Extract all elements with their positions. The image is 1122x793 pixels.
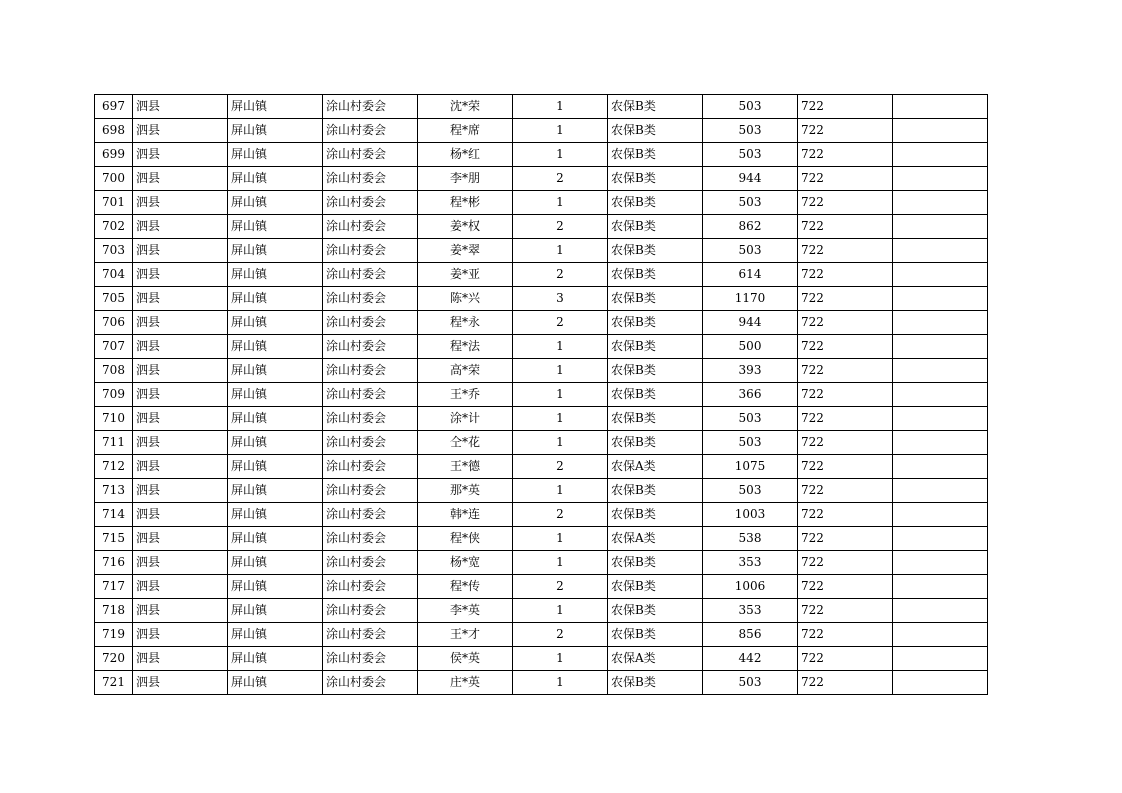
cell-code: 722 — [798, 215, 893, 239]
cell-county: 泗县 — [133, 287, 228, 311]
cell-amount: 366 — [703, 383, 798, 407]
cell-town: 屏山镇 — [228, 527, 323, 551]
cell-village-committee: 涂山村委会 — [323, 167, 418, 191]
cell-row-number: 701 — [95, 191, 133, 215]
cell-category: 农保B类 — [608, 431, 703, 455]
cell-household-size: 1 — [513, 527, 608, 551]
cell-town: 屏山镇 — [228, 359, 323, 383]
cell-village-committee: 涂山村委会 — [323, 623, 418, 647]
cell-code: 722 — [798, 599, 893, 623]
cell-remark — [893, 575, 988, 599]
cell-village-committee: 涂山村委会 — [323, 575, 418, 599]
cell-name: 仝*花 — [418, 431, 513, 455]
cell-code: 722 — [798, 311, 893, 335]
cell-code: 722 — [798, 623, 893, 647]
cell-name: 杨*红 — [418, 143, 513, 167]
cell-row-number: 707 — [95, 335, 133, 359]
cell-amount: 442 — [703, 647, 798, 671]
cell-row-number: 714 — [95, 503, 133, 527]
cell-amount: 503 — [703, 239, 798, 263]
cell-remark — [893, 383, 988, 407]
cell-town: 屏山镇 — [228, 191, 323, 215]
cell-remark — [893, 479, 988, 503]
cell-town: 屏山镇 — [228, 383, 323, 407]
cell-town: 屏山镇 — [228, 599, 323, 623]
table-body — [95, 95, 988, 695]
cell-code: 722 — [798, 263, 893, 287]
cell-amount: 503 — [703, 671, 798, 695]
cell-amount: 944 — [703, 311, 798, 335]
cell-amount: 856 — [703, 623, 798, 647]
cell-code: 722 — [798, 287, 893, 311]
cell-amount: 353 — [703, 551, 798, 575]
cell-town: 屏山镇 — [228, 623, 323, 647]
cell-county: 泗县 — [133, 599, 228, 623]
cell-name: 程*传 — [418, 575, 513, 599]
cell-remark — [893, 671, 988, 695]
cell-remark — [893, 407, 988, 431]
cell-county: 泗县 — [133, 479, 228, 503]
cell-row-number: 705 — [95, 287, 133, 311]
cell-county: 泗县 — [133, 215, 228, 239]
cell-county: 泗县 — [133, 335, 228, 359]
table-row — [95, 287, 988, 311]
cell-town: 屏山镇 — [228, 671, 323, 695]
cell-category: 农保A类 — [608, 647, 703, 671]
cell-village-committee: 涂山村委会 — [323, 191, 418, 215]
table-row — [95, 407, 988, 431]
cell-category: 农保B类 — [608, 671, 703, 695]
cell-village-committee: 涂山村委会 — [323, 551, 418, 575]
cell-amount: 500 — [703, 335, 798, 359]
cell-county: 泗县 — [133, 119, 228, 143]
cell-amount: 1170 — [703, 287, 798, 311]
cell-town: 屏山镇 — [228, 95, 323, 119]
cell-town: 屏山镇 — [228, 431, 323, 455]
cell-household-size: 1 — [513, 431, 608, 455]
cell-category: 农保B类 — [608, 503, 703, 527]
cell-name: 那*英 — [418, 479, 513, 503]
cell-name: 王*德 — [418, 455, 513, 479]
cell-town: 屏山镇 — [228, 311, 323, 335]
cell-row-number: 703 — [95, 239, 133, 263]
cell-code: 722 — [798, 359, 893, 383]
cell-household-size: 1 — [513, 383, 608, 407]
cell-code: 722 — [798, 191, 893, 215]
cell-code: 722 — [798, 575, 893, 599]
cell-amount: 1006 — [703, 575, 798, 599]
cell-village-committee: 涂山村委会 — [323, 407, 418, 431]
cell-town: 屏山镇 — [228, 287, 323, 311]
cell-category: 农保B类 — [608, 383, 703, 407]
cell-name: 程*席 — [418, 119, 513, 143]
cell-town: 屏山镇 — [228, 479, 323, 503]
cell-code: 722 — [798, 119, 893, 143]
cell-row-number: 715 — [95, 527, 133, 551]
cell-household-size: 1 — [513, 143, 608, 167]
table-row — [95, 119, 988, 143]
cell-household-size: 2 — [513, 455, 608, 479]
cell-name: 姜*权 — [418, 215, 513, 239]
cell-remark — [893, 263, 988, 287]
cell-village-committee: 涂山村委会 — [323, 431, 418, 455]
cell-category: 农保B类 — [608, 143, 703, 167]
cell-town: 屏山镇 — [228, 143, 323, 167]
cell-town: 屏山镇 — [228, 455, 323, 479]
table-row — [95, 527, 988, 551]
cell-village-committee: 涂山村委会 — [323, 287, 418, 311]
cell-amount: 503 — [703, 143, 798, 167]
cell-remark — [893, 455, 988, 479]
cell-village-committee: 涂山村委会 — [323, 479, 418, 503]
cell-town: 屏山镇 — [228, 407, 323, 431]
cell-row-number: 721 — [95, 671, 133, 695]
cell-name: 程*侠 — [418, 527, 513, 551]
cell-amount: 1075 — [703, 455, 798, 479]
cell-remark — [893, 647, 988, 671]
cell-category: 农保B类 — [608, 407, 703, 431]
cell-row-number: 719 — [95, 623, 133, 647]
cell-village-committee: 涂山村委会 — [323, 119, 418, 143]
cell-village-committee: 涂山村委会 — [323, 383, 418, 407]
cell-remark — [893, 143, 988, 167]
cell-amount: 538 — [703, 527, 798, 551]
cell-row-number: 718 — [95, 599, 133, 623]
cell-household-size: 1 — [513, 479, 608, 503]
cell-household-size: 1 — [513, 359, 608, 383]
cell-remark — [893, 119, 988, 143]
cell-code: 722 — [798, 143, 893, 167]
cell-category: 农保B类 — [608, 599, 703, 623]
cell-code: 722 — [798, 647, 893, 671]
cell-village-committee: 涂山村委会 — [323, 263, 418, 287]
cell-remark — [893, 239, 988, 263]
cell-household-size: 2 — [513, 575, 608, 599]
cell-row-number: 720 — [95, 647, 133, 671]
table-row — [95, 599, 988, 623]
cell-remark — [893, 167, 988, 191]
table-row — [95, 263, 988, 287]
cell-village-committee: 涂山村委会 — [323, 95, 418, 119]
cell-name: 李*英 — [418, 599, 513, 623]
cell-town: 屏山镇 — [228, 335, 323, 359]
cell-row-number: 704 — [95, 263, 133, 287]
cell-row-number: 713 — [95, 479, 133, 503]
cell-town: 屏山镇 — [228, 551, 323, 575]
table-row — [95, 479, 988, 503]
cell-town: 屏山镇 — [228, 503, 323, 527]
cell-category: 农保B类 — [608, 623, 703, 647]
cell-code: 722 — [798, 335, 893, 359]
cell-county: 泗县 — [133, 455, 228, 479]
cell-household-size: 1 — [513, 95, 608, 119]
cell-category: 农保A类 — [608, 455, 703, 479]
cell-category: 农保B类 — [608, 335, 703, 359]
cell-town: 屏山镇 — [228, 215, 323, 239]
cell-remark — [893, 311, 988, 335]
cell-county: 泗县 — [133, 239, 228, 263]
cell-village-committee: 涂山村委会 — [323, 599, 418, 623]
cell-county: 泗县 — [133, 431, 228, 455]
cell-code: 722 — [798, 431, 893, 455]
cell-household-size: 2 — [513, 311, 608, 335]
cell-row-number: 706 — [95, 311, 133, 335]
cell-county: 泗县 — [133, 575, 228, 599]
cell-category: 农保B类 — [608, 551, 703, 575]
cell-category: 农保B类 — [608, 239, 703, 263]
cell-amount: 503 — [703, 407, 798, 431]
cell-household-size: 1 — [513, 647, 608, 671]
cell-village-committee: 涂山村委会 — [323, 335, 418, 359]
cell-town: 屏山镇 — [228, 575, 323, 599]
cell-county: 泗县 — [133, 263, 228, 287]
cell-town: 屏山镇 — [228, 263, 323, 287]
table-row — [95, 215, 988, 239]
table-row — [95, 143, 988, 167]
cell-code: 722 — [798, 503, 893, 527]
cell-row-number: 709 — [95, 383, 133, 407]
cell-category: 农保B类 — [608, 95, 703, 119]
table-row — [95, 503, 988, 527]
cell-category: 农保B类 — [608, 215, 703, 239]
table-row — [95, 167, 988, 191]
cell-category: 农保B类 — [608, 575, 703, 599]
cell-row-number: 708 — [95, 359, 133, 383]
cell-remark — [893, 503, 988, 527]
cell-remark — [893, 527, 988, 551]
cell-county: 泗县 — [133, 191, 228, 215]
cell-name: 程*彬 — [418, 191, 513, 215]
cell-village-committee: 涂山村委会 — [323, 527, 418, 551]
cell-remark — [893, 551, 988, 575]
cell-name: 李*朋 — [418, 167, 513, 191]
cell-amount: 503 — [703, 479, 798, 503]
cell-household-size: 1 — [513, 119, 608, 143]
cell-county: 泗县 — [133, 383, 228, 407]
cell-code: 722 — [798, 671, 893, 695]
cell-name: 王*乔 — [418, 383, 513, 407]
cell-row-number: 712 — [95, 455, 133, 479]
table-row — [95, 575, 988, 599]
cell-row-number: 702 — [95, 215, 133, 239]
cell-household-size: 1 — [513, 407, 608, 431]
data-table — [94, 94, 988, 695]
cell-amount: 944 — [703, 167, 798, 191]
cell-name: 韩*连 — [418, 503, 513, 527]
cell-category: 农保B类 — [608, 167, 703, 191]
cell-code: 722 — [798, 383, 893, 407]
cell-amount: 503 — [703, 191, 798, 215]
cell-category: 农保B类 — [608, 119, 703, 143]
cell-amount: 614 — [703, 263, 798, 287]
cell-code: 722 — [798, 167, 893, 191]
cell-row-number: 697 — [95, 95, 133, 119]
table-row — [95, 455, 988, 479]
cell-village-committee: 涂山村委会 — [323, 647, 418, 671]
cell-category: 农保A类 — [608, 527, 703, 551]
cell-village-committee: 涂山村委会 — [323, 311, 418, 335]
cell-row-number: 711 — [95, 431, 133, 455]
cell-name: 姜*亚 — [418, 263, 513, 287]
cell-row-number: 700 — [95, 167, 133, 191]
cell-county: 泗县 — [133, 551, 228, 575]
table-row — [95, 647, 988, 671]
cell-county: 泗县 — [133, 647, 228, 671]
cell-amount: 503 — [703, 95, 798, 119]
cell-village-committee: 涂山村委会 — [323, 239, 418, 263]
cell-household-size: 1 — [513, 239, 608, 263]
table-row — [95, 551, 988, 575]
cell-county: 泗县 — [133, 311, 228, 335]
cell-remark — [893, 335, 988, 359]
table-row — [95, 431, 988, 455]
cell-household-size: 2 — [513, 215, 608, 239]
cell-county: 泗县 — [133, 359, 228, 383]
cell-amount: 1003 — [703, 503, 798, 527]
cell-household-size: 2 — [513, 263, 608, 287]
table-row — [95, 311, 988, 335]
cell-row-number: 717 — [95, 575, 133, 599]
cell-household-size: 1 — [513, 671, 608, 695]
cell-amount: 503 — [703, 119, 798, 143]
cell-name: 杨*宽 — [418, 551, 513, 575]
cell-name: 姜*翠 — [418, 239, 513, 263]
cell-amount: 503 — [703, 431, 798, 455]
cell-remark — [893, 431, 988, 455]
cell-household-size: 1 — [513, 335, 608, 359]
cell-remark — [893, 287, 988, 311]
cell-county: 泗县 — [133, 623, 228, 647]
cell-code: 722 — [798, 455, 893, 479]
cell-household-size: 2 — [513, 503, 608, 527]
table-row — [95, 671, 988, 695]
cell-category: 农保B类 — [608, 359, 703, 383]
cell-code: 722 — [798, 239, 893, 263]
cell-remark — [893, 191, 988, 215]
cell-county: 泗县 — [133, 671, 228, 695]
cell-row-number: 710 — [95, 407, 133, 431]
cell-household-size: 3 — [513, 287, 608, 311]
cell-village-committee: 涂山村委会 — [323, 359, 418, 383]
cell-county: 泗县 — [133, 407, 228, 431]
table-row — [95, 95, 988, 119]
cell-category: 农保B类 — [608, 311, 703, 335]
cell-village-committee: 涂山村委会 — [323, 671, 418, 695]
cell-category: 农保B类 — [608, 479, 703, 503]
cell-town: 屏山镇 — [228, 119, 323, 143]
cell-village-committee: 涂山村委会 — [323, 455, 418, 479]
cell-code: 722 — [798, 527, 893, 551]
cell-amount: 353 — [703, 599, 798, 623]
cell-remark — [893, 623, 988, 647]
table-row — [95, 623, 988, 647]
cell-county: 泗县 — [133, 503, 228, 527]
cell-amount: 393 — [703, 359, 798, 383]
table-row — [95, 191, 988, 215]
cell-town: 屏山镇 — [228, 167, 323, 191]
cell-row-number: 716 — [95, 551, 133, 575]
cell-household-size: 1 — [513, 599, 608, 623]
cell-household-size: 2 — [513, 167, 608, 191]
cell-county: 泗县 — [133, 527, 228, 551]
cell-household-size: 1 — [513, 551, 608, 575]
cell-name: 程*法 — [418, 335, 513, 359]
cell-category: 农保B类 — [608, 191, 703, 215]
table-row — [95, 335, 988, 359]
cell-category: 农保B类 — [608, 263, 703, 287]
cell-name: 高*荣 — [418, 359, 513, 383]
cell-town: 屏山镇 — [228, 239, 323, 263]
cell-amount: 862 — [703, 215, 798, 239]
cell-remark — [893, 359, 988, 383]
cell-code: 722 — [798, 479, 893, 503]
cell-household-size: 2 — [513, 623, 608, 647]
cell-name: 沈*荣 — [418, 95, 513, 119]
cell-remark — [893, 215, 988, 239]
cell-row-number: 699 — [95, 143, 133, 167]
table-row — [95, 239, 988, 263]
cell-name: 涂*计 — [418, 407, 513, 431]
cell-code: 722 — [798, 551, 893, 575]
cell-name: 程*永 — [418, 311, 513, 335]
cell-county: 泗县 — [133, 143, 228, 167]
cell-remark — [893, 95, 988, 119]
cell-name: 庄*英 — [418, 671, 513, 695]
cell-town: 屏山镇 — [228, 647, 323, 671]
cell-remark — [893, 599, 988, 623]
cell-name: 王*才 — [418, 623, 513, 647]
cell-village-committee: 涂山村委会 — [323, 215, 418, 239]
cell-code: 722 — [798, 95, 893, 119]
cell-county: 泗县 — [133, 167, 228, 191]
cell-row-number: 698 — [95, 119, 133, 143]
cell-village-committee: 涂山村委会 — [323, 143, 418, 167]
table-row — [95, 383, 988, 407]
cell-name: 陈*兴 — [418, 287, 513, 311]
cell-category: 农保B类 — [608, 287, 703, 311]
cell-code: 722 — [798, 407, 893, 431]
cell-name: 侯*英 — [418, 647, 513, 671]
cell-household-size: 1 — [513, 191, 608, 215]
cell-village-committee: 涂山村委会 — [323, 503, 418, 527]
cell-county: 泗县 — [133, 95, 228, 119]
table-row — [95, 359, 988, 383]
